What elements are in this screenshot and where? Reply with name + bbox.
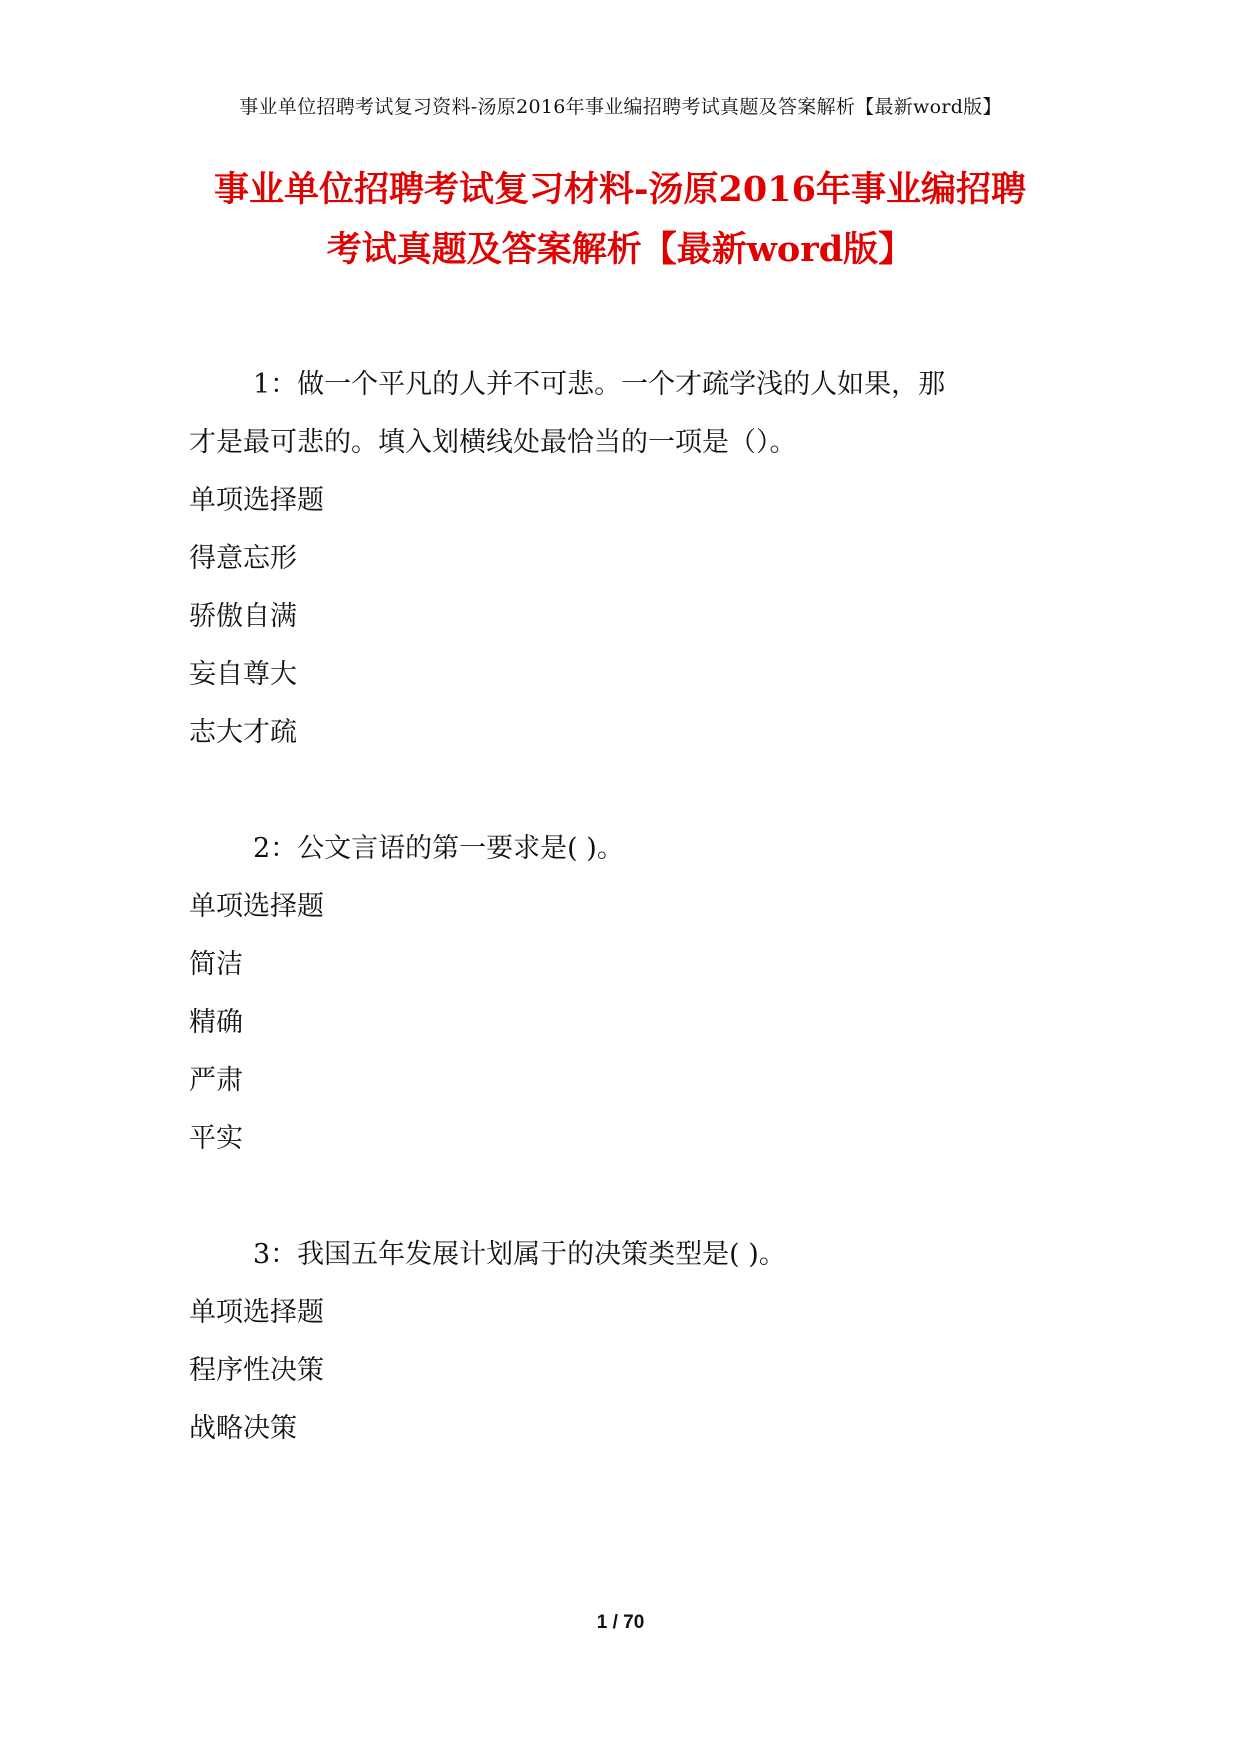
question-1-stem-line-2: 才是最可悲的。填入划横线处最恰当的一项是（）。 [189, 427, 797, 458]
question-3-stem: 3：我国五年发展计划属于的决策类型是( )。 [253, 1239, 786, 1270]
question-1-stem-line-1: 1：做一个平凡的人并不可悲。一个才疏学浅的人如果，那 [253, 369, 946, 400]
question-3-type: 单项选择题 [189, 1297, 324, 1328]
question-2-option-c: 严肃 [189, 1065, 243, 1096]
document-title [170, 160, 1070, 280]
question-1-option-c: 妄自尊大 [189, 659, 297, 690]
question-1-type: 单项选择题 [189, 485, 324, 516]
question-3-option-b: 战略决策 [189, 1413, 297, 1444]
question-1-option-a: 得意忘形 [189, 543, 297, 574]
question-2-option-d: 平实 [189, 1123, 243, 1154]
question-2-type: 单项选择题 [189, 891, 324, 922]
title-line-1: 事业单位招聘考试复习材料-汤原2016年事业编招聘 [214, 169, 1026, 210]
question-3-option-a: 程序性决策 [189, 1355, 324, 1386]
title-line-2: 考试真题及答案解析【最新word版】 [326, 229, 914, 270]
question-2-option-b: 精确 [189, 1007, 243, 1038]
question-1-option-b: 骄傲自满 [189, 601, 297, 632]
page-number: 1 / 70 [596, 1612, 645, 1633]
question-2-option-a: 简洁 [189, 949, 243, 980]
question-2-stem: 2：公文言语的第一要求是( )。 [253, 833, 624, 864]
question-1-option-d: 志大才疏 [189, 717, 297, 748]
running-header: 事业单位招聘考试复习资料-汤原2016年事业编招聘考试真题及答案解析【最新word版】 [239, 96, 1002, 118]
